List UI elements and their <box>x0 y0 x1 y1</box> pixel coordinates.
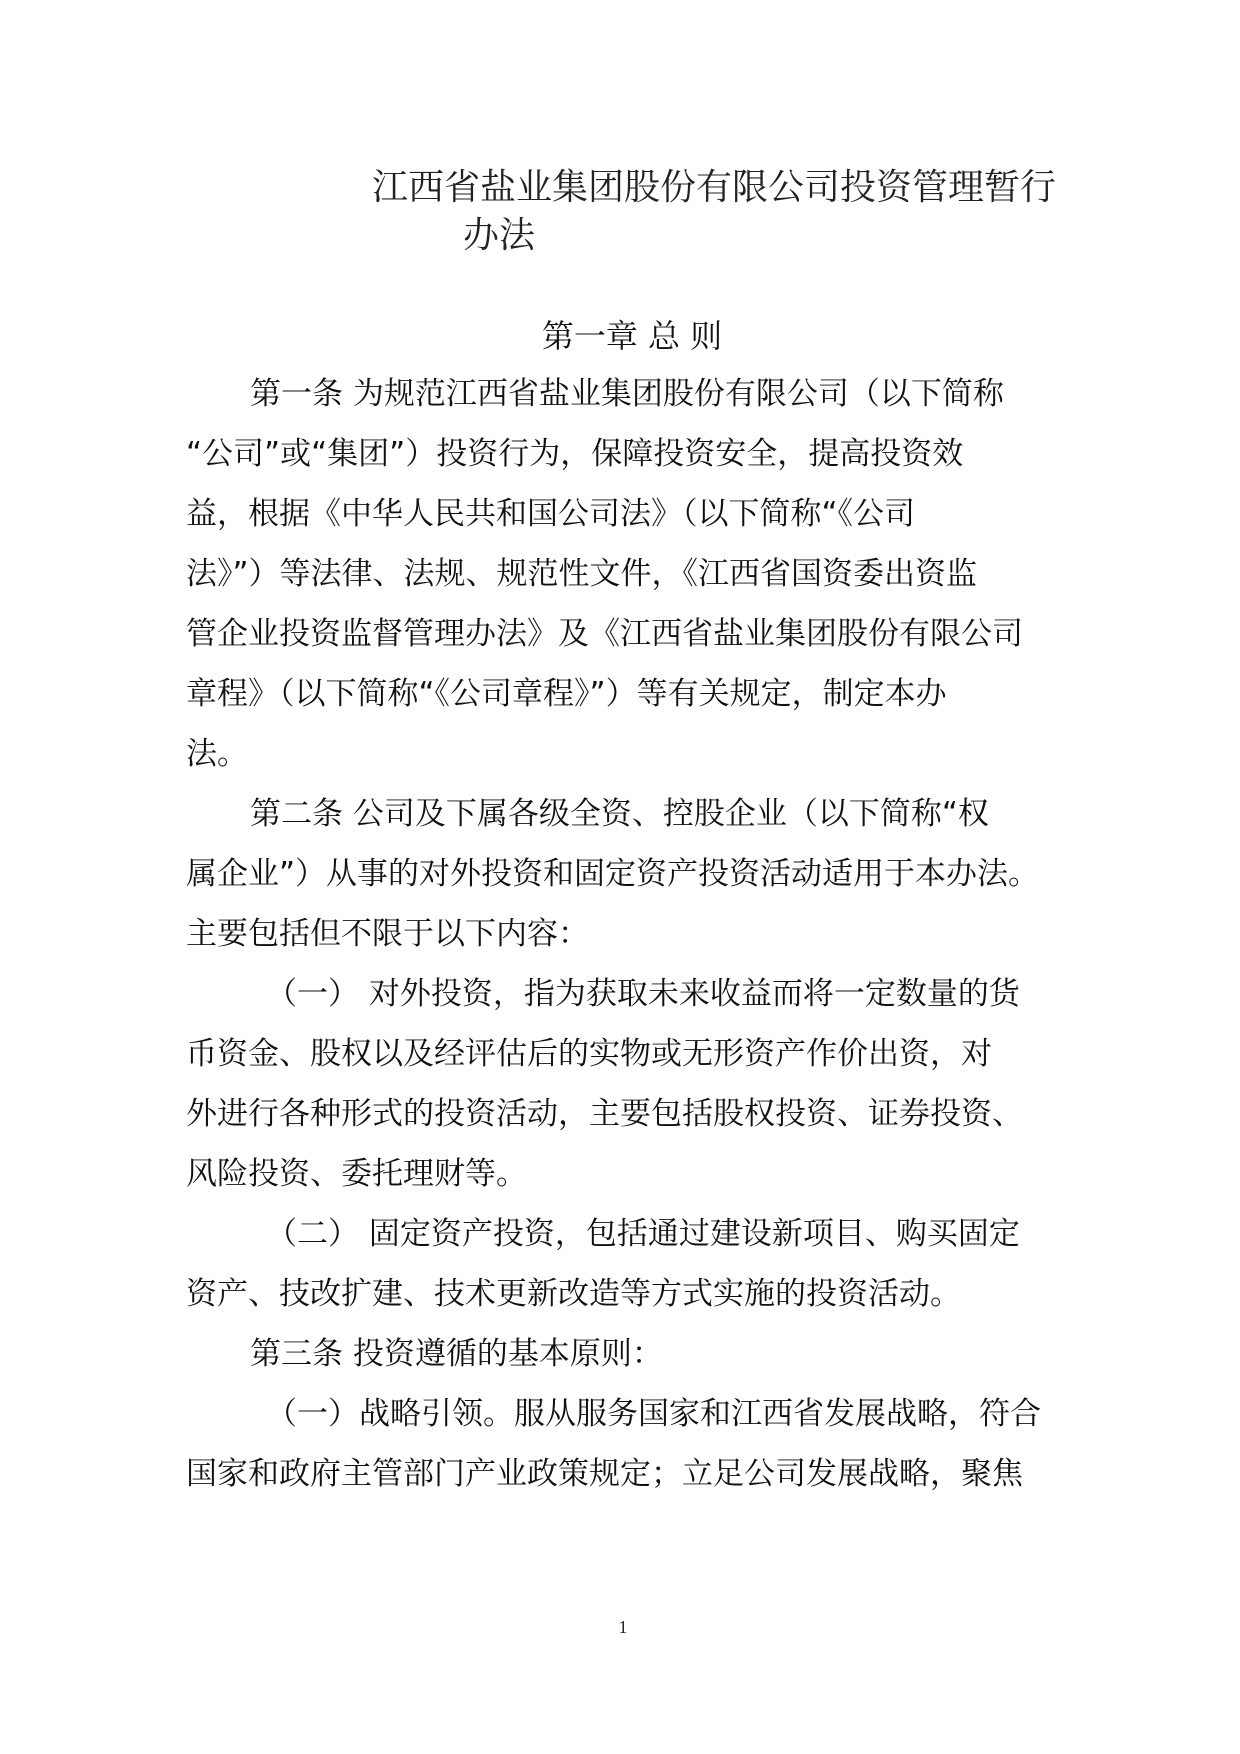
chapter-heading: 第一章 总 则 <box>541 317 723 355</box>
article-3-line: 第三条 投资遵循的基本原则： <box>250 1336 663 1372</box>
article-2-item-1-line: 风险投资、委托理财等。 <box>186 1156 527 1192</box>
article-2-item-2-line: （二） 固定资产投资，包括通过建设新项目、购买固定 <box>266 1216 1020 1252</box>
article-1-line: 法。 <box>186 736 248 772</box>
page-number: 1 <box>618 1617 628 1637</box>
article-2-line: 第二条 公司及下属各级全资、控股企业（以下简称“权 <box>250 796 989 832</box>
article-2-line: 属企业”）从事的对外投资和固定资产投资活动适用于本办法。 <box>186 856 1040 892</box>
article-3-item-1-line: 国家和政府主管部门产业政策规定；立足公司发展战略，聚焦 <box>186 1456 1023 1492</box>
article-1-line: 法》”）等法律、法规、规范性文件，《江西省国资委出资监 <box>186 556 978 592</box>
article-2-item-1-line: 币资金、股权以及经评估后的实物或无形资产作价出资，对 <box>186 1036 992 1072</box>
article-3-item-1-line: （一）战略引领。服从服务国家和江西省发展战略，符合 <box>266 1396 1041 1432</box>
article-1-line: 章程》（以下简称“《公司章程》”）等有关规定，制定本办 <box>186 676 947 712</box>
article-2-item-1-line: 外进行各种形式的投资活动，主要包括股权投资、证券投资、 <box>186 1096 1023 1132</box>
document-title-line-2: 办法 <box>463 215 536 256</box>
article-1-line: 益，根据《中华人民共和国公司法》（以下简称“《公司 <box>186 496 916 532</box>
article-1-line: 第一条 为规范江西省盐业集团股份有限公司（以下简称 <box>250 376 1004 412</box>
article-2-item-2-line: 资产、技改扩建、技术更新改造等方式实施的投资活动。 <box>186 1276 961 1312</box>
article-1-line: 管企业投资监督管理办法》及《江西省盐业集团股份有限公司 <box>186 616 1023 652</box>
article-2-item-1-line: （一） 对外投资，指为获取未来收益而将一定数量的货 <box>266 976 1020 1012</box>
article-2-line: 主要包括但不限于以下内容： <box>186 916 589 952</box>
article-1-line: “公司”或“集团”）投资行为，保障投资安全，提高投资效 <box>186 436 964 472</box>
document-title-line-1: 江西省盐业集团股份有限公司投资管理暂行 <box>372 167 1057 208</box>
